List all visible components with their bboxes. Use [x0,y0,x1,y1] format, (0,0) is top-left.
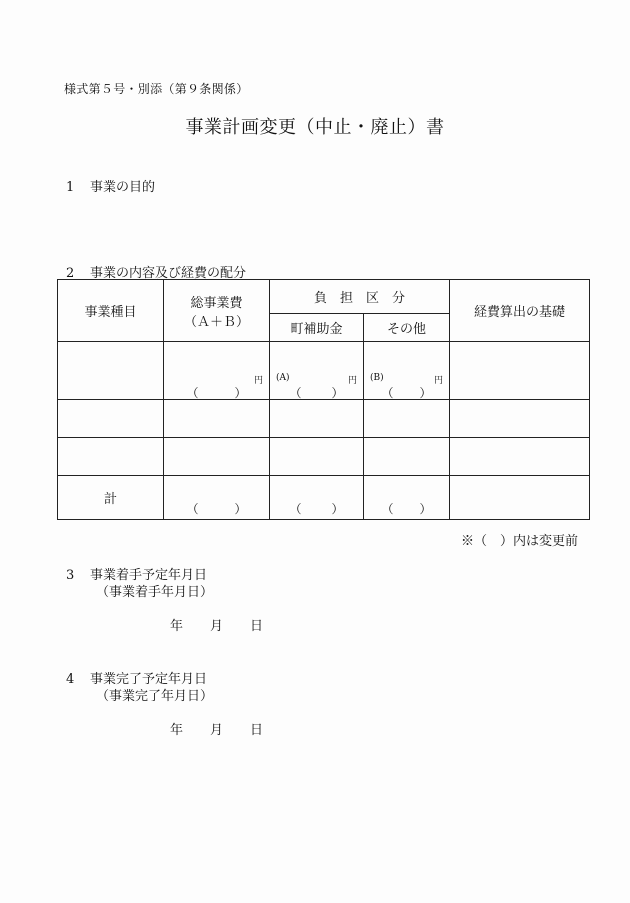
previous-value: （ ） [186,501,247,516]
burden-char: 分 [391,291,405,306]
section-label: 事業の内容及び経費の配分 [90,266,247,281]
section-number: 2 [66,266,75,281]
section-number: 1 [66,180,75,195]
burden-char: 担 [339,291,353,306]
cell-other[interactable] [364,342,450,400]
cell-basis[interactable] [450,400,590,438]
year-label: 年 [170,619,184,634]
yen-unit: 円 [347,375,357,386]
burden-char: 負 [313,291,327,306]
start-date-field[interactable] [170,615,263,634]
previous-value: （ ） [289,385,344,400]
cell-total-sum[interactable] [164,476,270,520]
header-total-sub: （Ａ＋Ｂ） [183,314,249,330]
completion-date-field[interactable] [170,719,263,738]
cell-town[interactable] [270,342,364,400]
header-business-type: 事業種目 [58,280,164,342]
section-3-sub: （事業着手年月日） [96,585,214,600]
cell-other[interactable] [364,400,450,438]
previous-value: （ ） [381,385,432,400]
total-label: 計 [58,476,164,520]
section-label: 事業の目的 [90,180,156,195]
header-burden [270,280,450,314]
cell-total[interactable] [164,438,270,476]
cell-basis[interactable] [450,438,590,476]
section-label: 事業完了予定年月日 [90,672,208,687]
month-label: 月 [210,723,224,738]
cell-total[interactable] [164,400,270,438]
cell-town[interactable] [270,438,364,476]
previous-value: （ ） [186,385,247,400]
header-cost-basis: 経費算出の基礎 [450,280,590,342]
table-row [58,400,590,438]
year-label: 年 [170,723,184,738]
section-4-sub: （事業完了年月日） [96,689,214,704]
cell-town[interactable] [270,400,364,438]
cell-type[interactable] [58,438,164,476]
cell-type[interactable] [58,342,164,400]
cell-basis[interactable] [450,342,590,400]
section-label: 事業着手予定年月日 [90,568,208,583]
yen-unit: 円 [433,375,443,386]
cell-type[interactable] [58,400,164,438]
cell-other[interactable] [364,438,450,476]
header-total-cost [164,280,270,342]
header-town-subsidy: 町補助金 [270,314,364,342]
cell-other-sum[interactable] [364,476,450,520]
section-number: 3 [66,568,75,583]
table-row [58,342,590,400]
day-label: 日 [250,619,264,634]
form-reference: 様式第５号・別添（第９条関係） [64,82,249,96]
previous-value: （ ） [381,501,432,516]
document-title: 事業計画変更（中止・廃止）書 [185,117,445,138]
header-total-label: 総事業費 [190,295,243,311]
cell-basis-sum[interactable] [450,476,590,520]
table-row [58,438,590,476]
cell-total[interactable] [164,342,270,400]
total-row [58,476,590,520]
cell-town-sum[interactable] [270,476,364,520]
section-1-heading [66,176,155,195]
burden-char: 区 [365,291,379,306]
tag-a: (A) [276,372,290,383]
budget-table [57,279,590,520]
tag-b: (B) [370,372,384,383]
month-label: 月 [210,619,224,634]
day-label: 日 [250,723,264,738]
header-other: その他 [364,314,450,342]
section-number: 4 [66,672,75,687]
yen-unit: 円 [253,375,263,386]
previous-value: （ ） [289,501,344,516]
table-note: ※（ ）内は変更前 [461,534,579,549]
